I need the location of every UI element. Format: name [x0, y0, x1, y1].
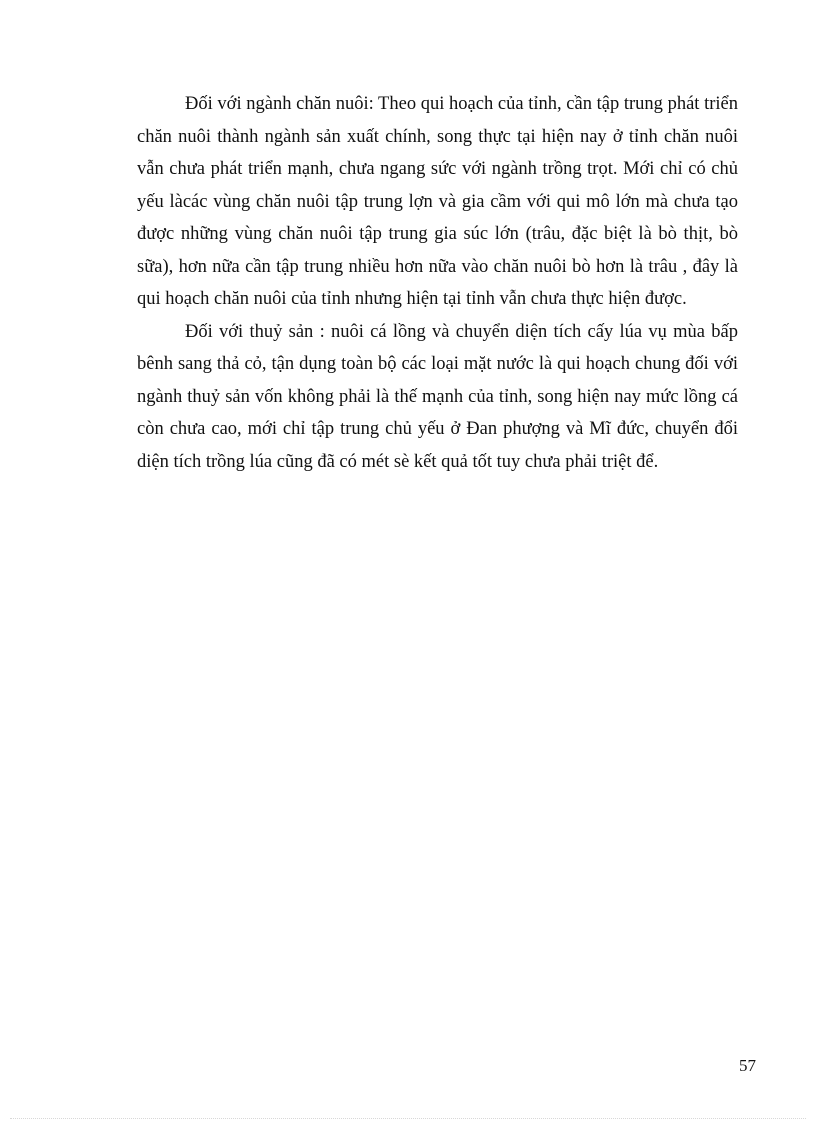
page-bottom-border: [10, 1118, 806, 1119]
paragraph-fisheries: Đối với thuỷ sản : nuôi cá lồng và chuyển diện tích cấy lúa vụ mùa bấp bênh sang thả cỏ, tận dụng toàn bộ các loại mặt nước là qui hoạch chung đối với ngành thuỷ sản vốn không phải là thế mạnh của tỉnh, song hiện nay mức lồng cá còn chưa cao, mới chỉ tập trung chủ yếu ở Đan phượng và Mĩ đức, chuyển đổi diện tích trồng lúa cũng đã có mét sè kết quả tốt tuy chưa phải triệt để.: [137, 321, 738, 472]
paragraph-livestock: Đối với ngành chăn nuôi: Theo qui hoạch của tỉnh, cần tập trung phát triển chăn nuôi thành ngành sản xuất chính, song thực tại hiện nay ở tỉnh chăn nuôi vẫn chưa phát triển mạnh, chưa ngang sức với ngành trồng trọt. Mới chỉ có chủ yếu làcác vùng chăn nuôi tập trung lợn và gia cầm với qui mô lớn mà chưa tạo được những vùng chăn nuôi tập trung gia súc lớn (trâu, đặc biệt là bò thịt, bò sữa), hơn nữa cần tập trung nhiều hơn nữa vào chăn nuôi bò hơn là trâu , đây là qui hoạch chăn nuôi của tỉnh nhưng hiện tại tỉnh vẫn chưa thực hiện được.: [137, 94, 738, 309]
page-number: 57: [739, 1056, 756, 1075]
body-text: [137, 88, 738, 478]
